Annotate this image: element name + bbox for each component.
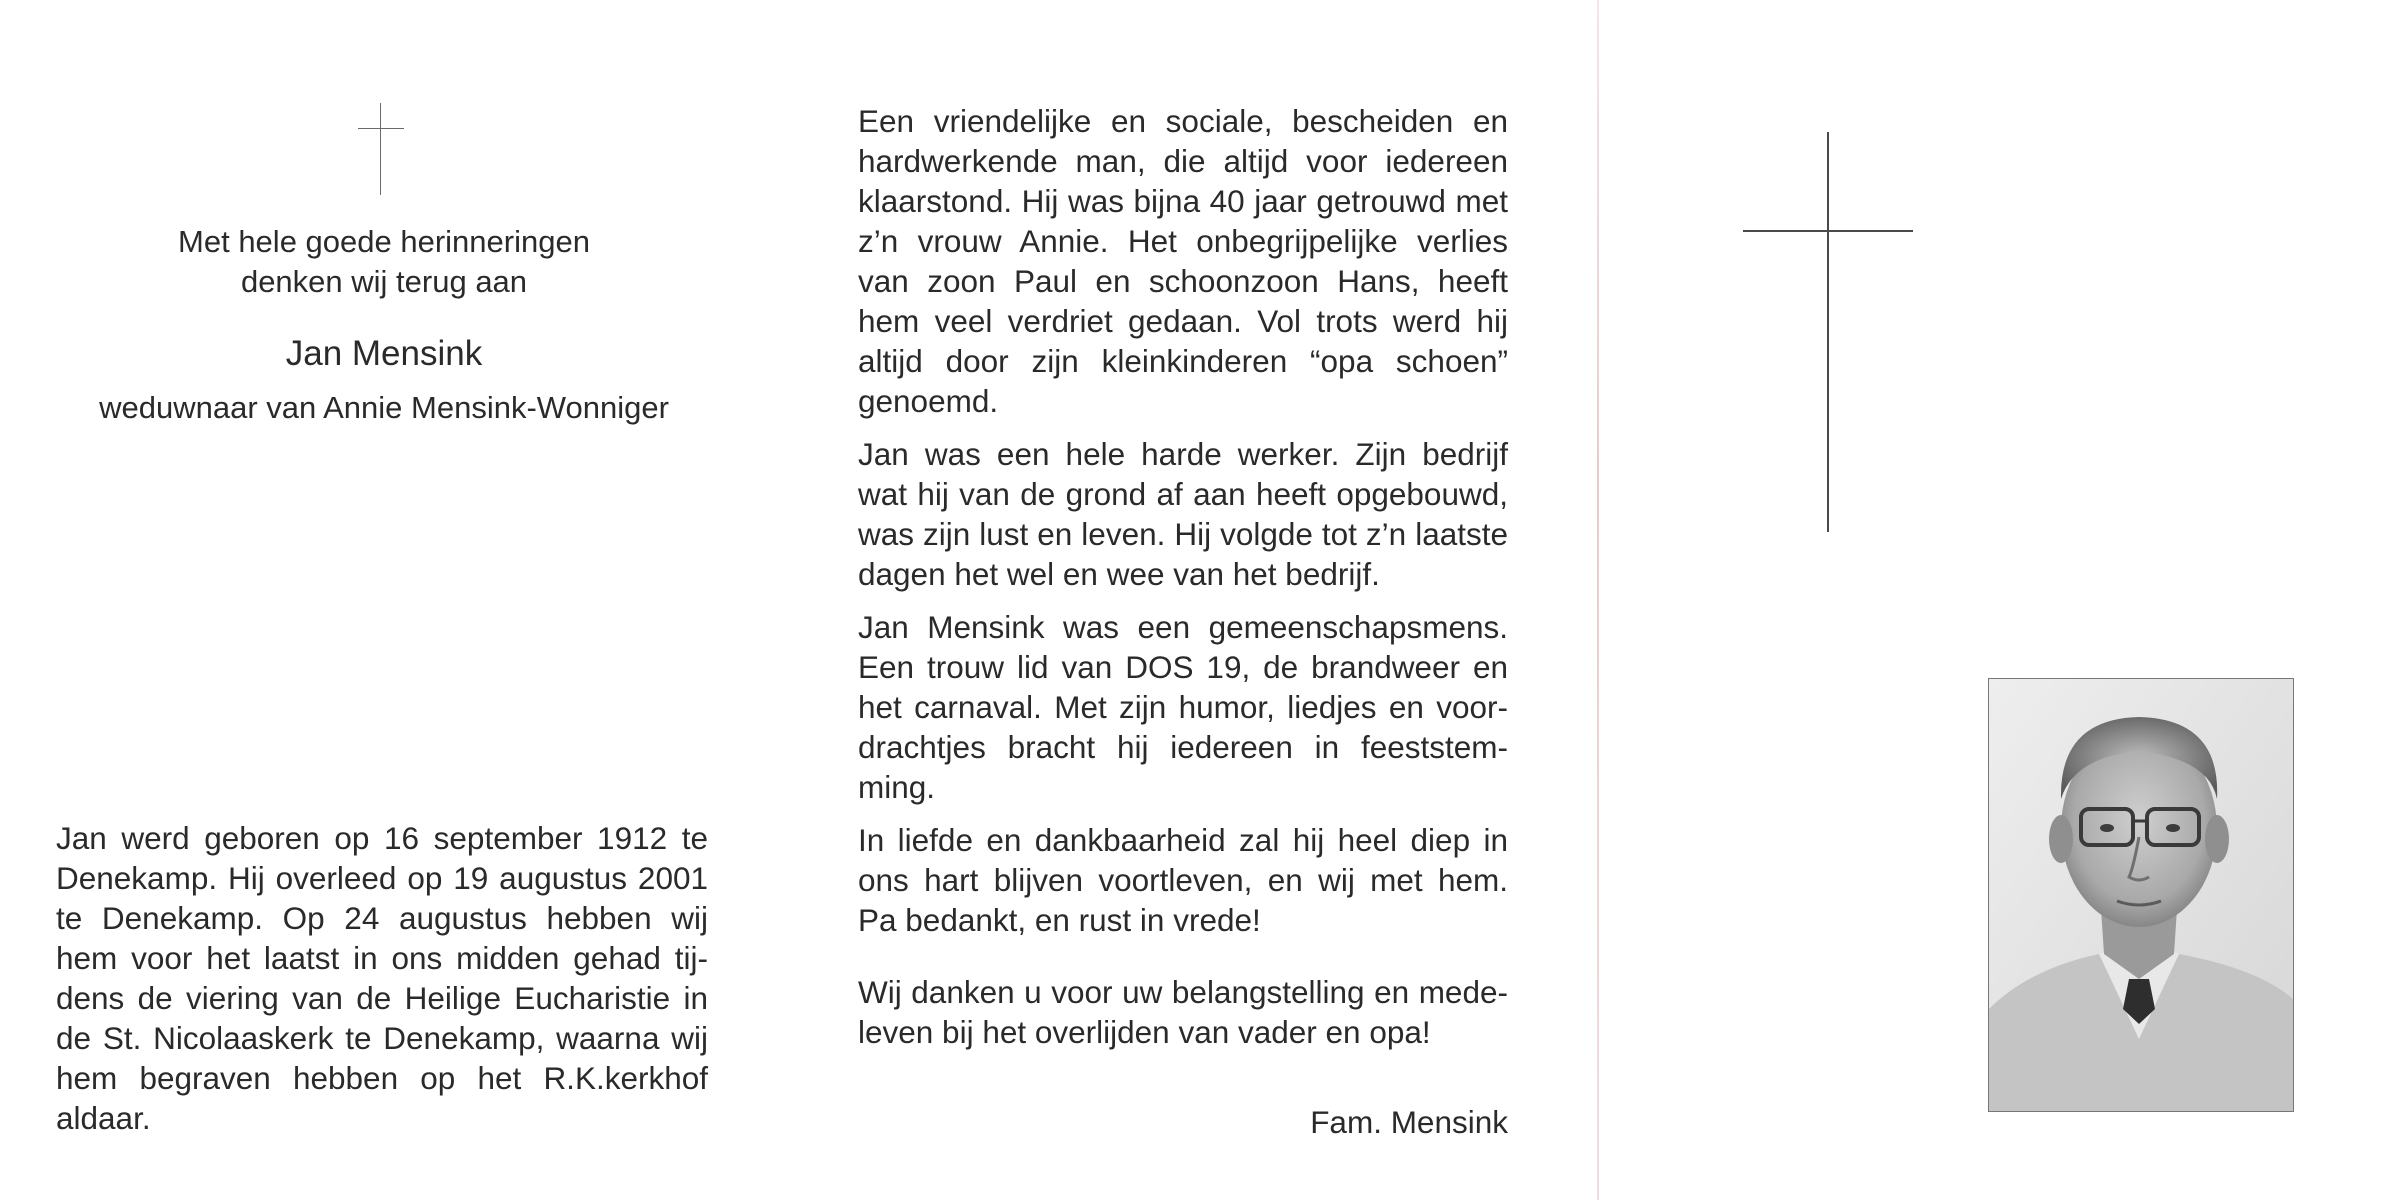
left-panel <box>0 0 780 1200</box>
tribute-text <box>858 101 1508 1065</box>
tribute-paragraph: In liefde en dankbaarheid zal hij heel diep in ons hart blijven voortleven, en wij met hem. Pa bedankt, en rust in vrede! <box>858 822 1508 938</box>
widower-line: weduwnaar van Annie Mensink-Wonniger <box>99 390 669 425</box>
tribute-paragraph: Een vriendelijke en sociale, bescheiden en hardwerkende man, die altijd voor iedereen klaarstond. Hij was bijna 40 jaar getrouwd met z’n vrouw Annie. Het onbegrijpelijke verlies van zoon Paul en schoonzoon Hans, heeft hem veel verdriet gedaan. Vol trots werd hij altijd door zijn kleinkinderen “opa schoen” genoemd. <box>858 103 1508 419</box>
thanks-paragraph: Wij danken u voor uw belangstelling en medeleven bij het overlijden van vader en opa! <box>858 974 1508 1050</box>
tribute-paragraph: Jan Mensink was een gemeenschapsmens. Een trouw lid van DOS 19, de brandweer en het carnaval. Met zijn humor, liedjes en voordrachtjes bracht hij iedereen in feeststemming. <box>858 609 1508 805</box>
intro-line-2: denken wij terug aan <box>240 264 528 299</box>
deceased-name: Jan Mensink <box>285 334 483 373</box>
intro-line-1: Met hele goede herinneringen <box>178 224 590 259</box>
birth-death-text: Jan werd geboren op 16 september 1912 te Denekamp. Hij overleed op 19 augustus 2001 te Denekamp. Op 24 augustus hebben wij hem voor het laatst in ons midden gehad tijdens de viering van de Heilige Eucharistie in de St. Nicolaaskerk te Denekamp, waarna wij hem begraven hebben op het R.K.kerkhof aldaar. <box>56 820 708 1136</box>
portrait-image <box>1989 679 2293 1111</box>
intro-text <box>0 222 768 302</box>
signature: Fam. Mensink <box>1310 1104 1508 1140</box>
small-cross-icon <box>358 103 404 195</box>
large-cross-icon <box>1743 132 1913 532</box>
tribute-paragraph: Jan was een hele harde werker. Zijn bedrijf wat hij van de grond af aan heeft opgebouwd, was zijn lust en leven. Hij volgde tot z’n laatste dagen het wel en wee van het bedrijf. <box>858 436 1508 592</box>
portrait-photo <box>1988 678 2294 1112</box>
